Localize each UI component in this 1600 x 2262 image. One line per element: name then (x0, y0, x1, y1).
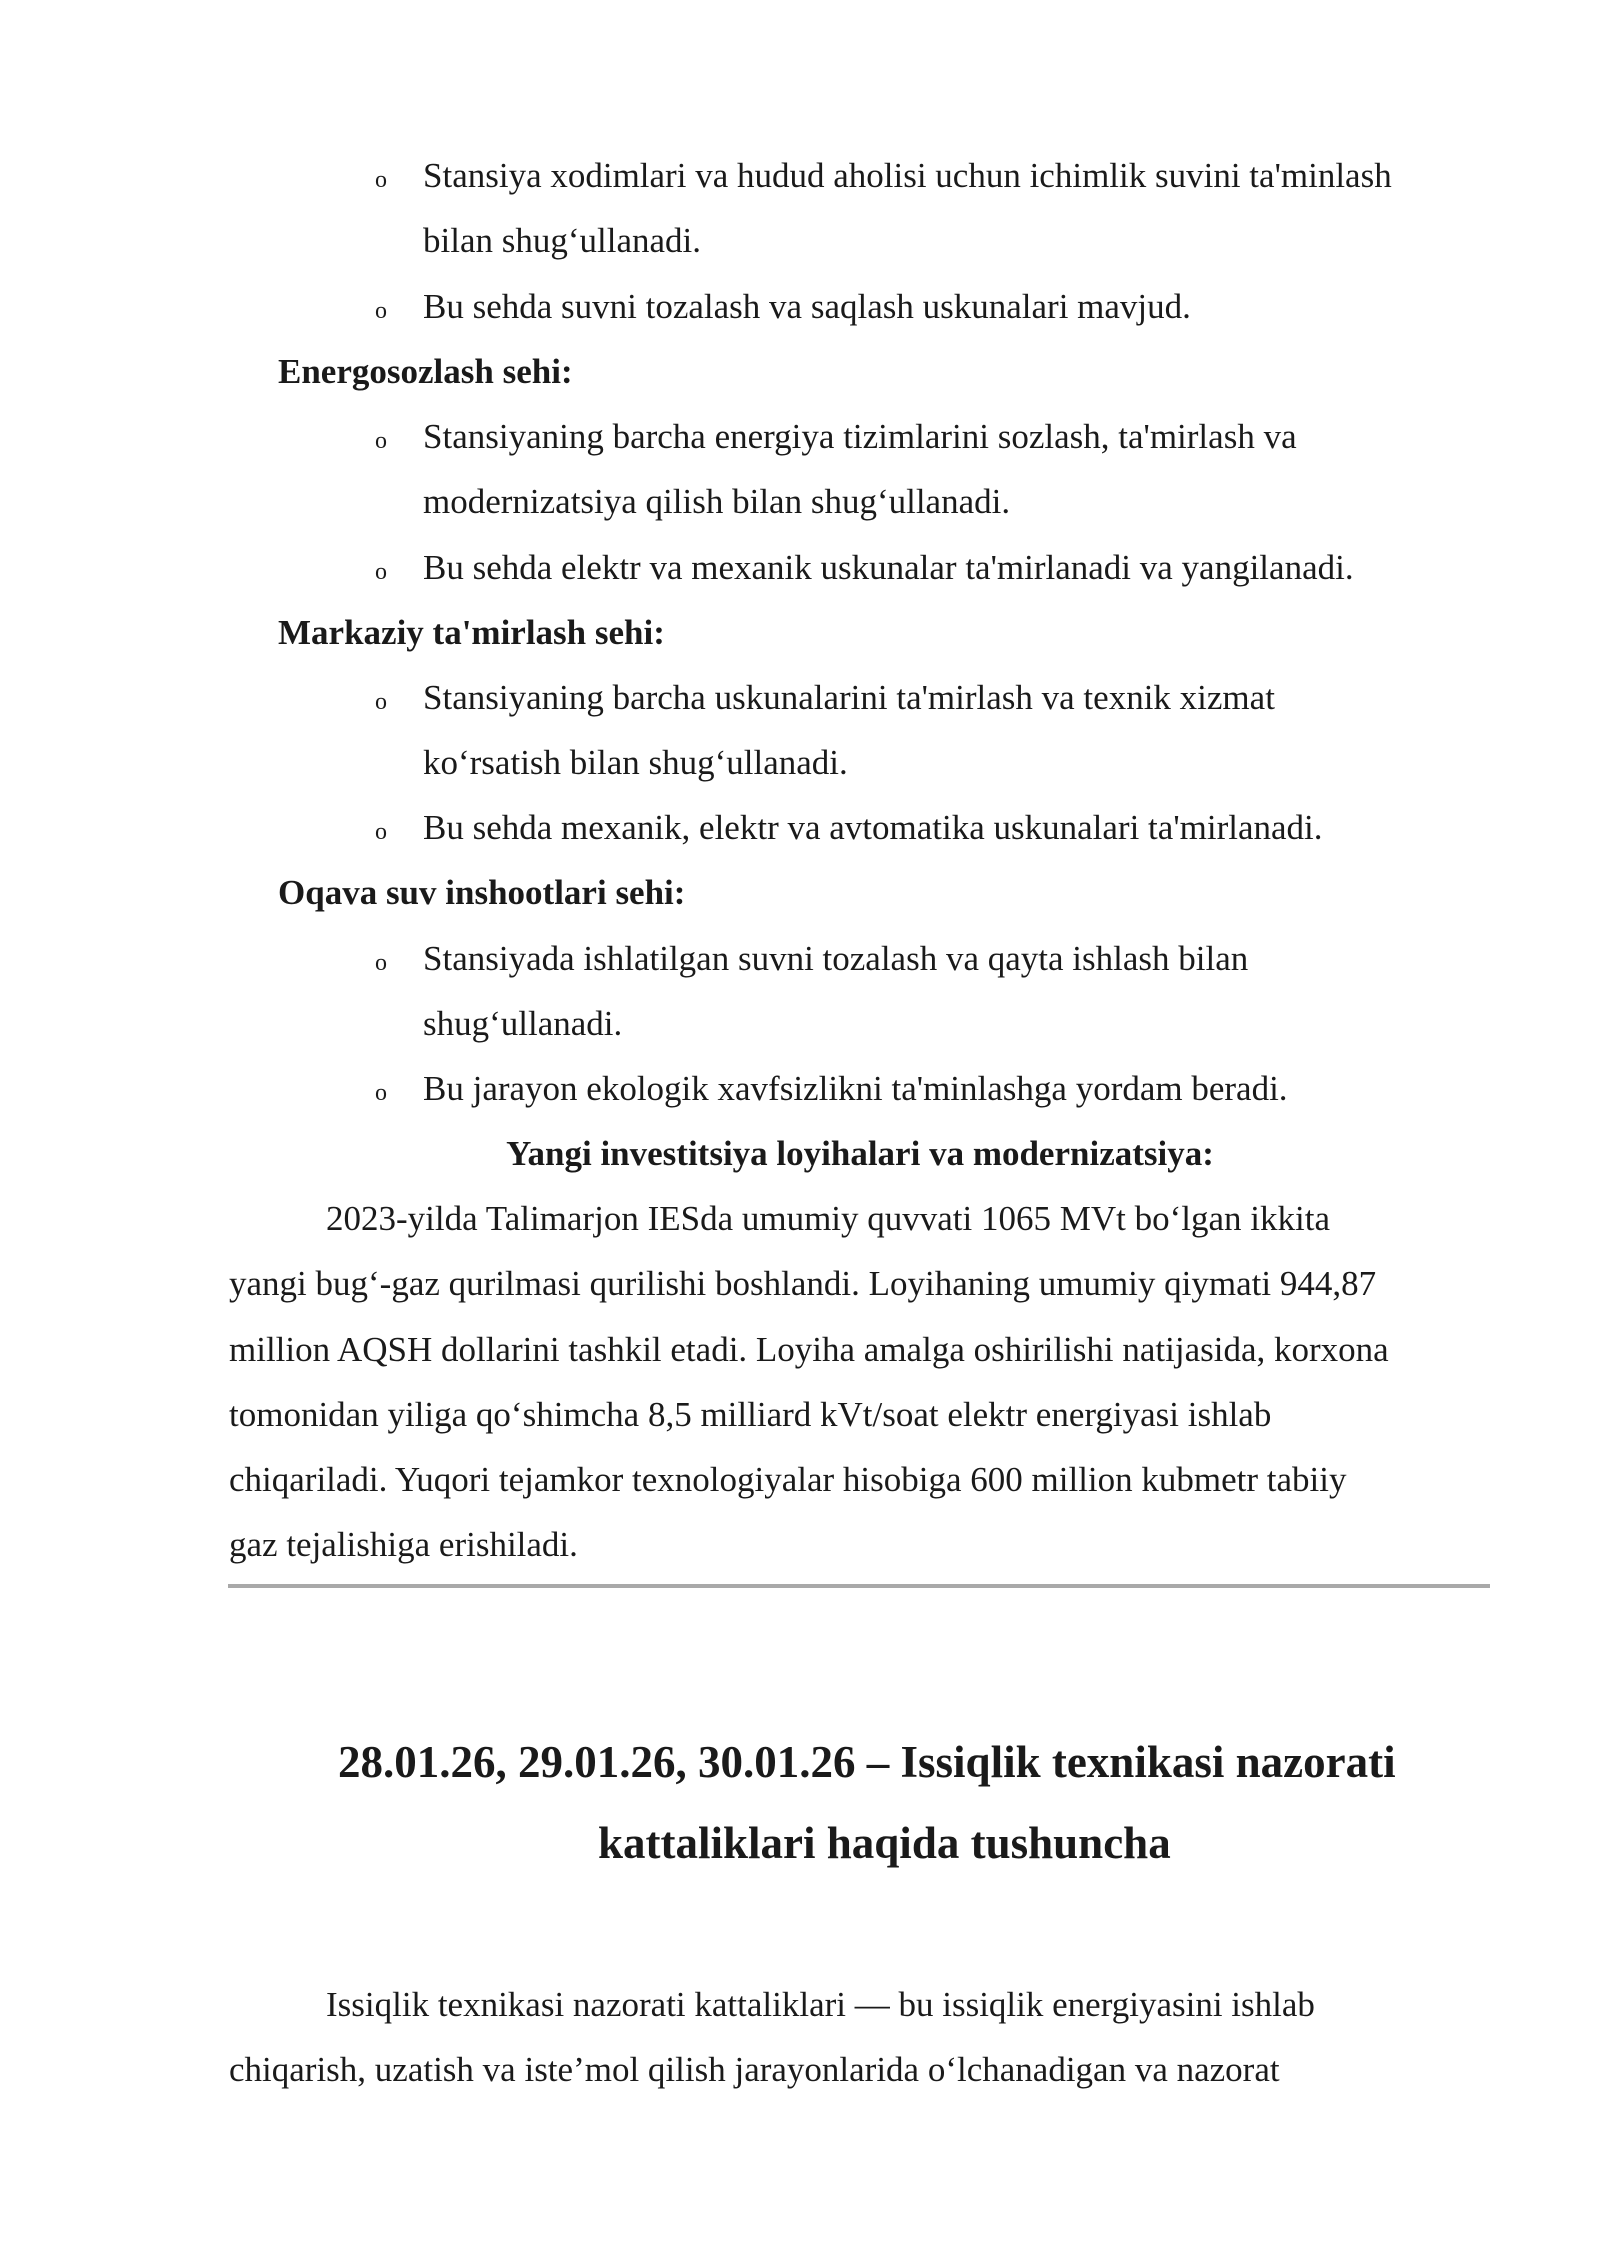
paragraph-line: gaz tejalishiga erishiladi. (229, 1525, 578, 1564)
list-item-line: shug‘ullanadi. (423, 1004, 623, 1043)
list-item-line: Stansiyaning barcha uskunalarini ta'mirlash va texnik xizmat (423, 678, 1275, 717)
list-item-line: bilan shug‘ullanadi. (423, 221, 702, 260)
section-heading: Energosozlash sehi: (278, 352, 573, 391)
paragraph-line: yangi bug‘-gaz qurilmasi qurilishi boshlandi. Loyihaning umumiy qiymati 944,87 (229, 1264, 1377, 1303)
list-bullet: o (375, 1080, 387, 1106)
list-item-line: Stansiyada ishlatilgan suvni tozalash va qayta ishlash bilan (423, 939, 1249, 978)
list-item-line: Bu sehda elektr va mexanik uskunalar ta'mirlanadi va yangilanadi. (423, 548, 1354, 587)
list-item-line: Stansiyaning barcha energiya tizimlarini sozlash, ta'mirlash va (423, 417, 1297, 456)
list-bullet: o (375, 559, 387, 585)
list-bullet: o (375, 689, 387, 715)
paragraph-line: Issiqlik texnikasi nazorati kattaliklari — bu issiqlik energiyasini ishlab (326, 1985, 1315, 2024)
list-bullet: o (375, 950, 387, 976)
horizontal-rule (228, 1584, 1490, 1588)
list-bullet: o (375, 298, 387, 324)
list-item-line: modernizatsiya qilish bilan shug‘ullanadi. (423, 482, 1011, 521)
lesson-title-line: 28.01.26, 29.01.26, 30.01.26 – Issiqlik texnikasi nazorati (338, 1737, 1396, 1787)
lesson-title-line: kattaliklari haqida tushuncha (598, 1818, 1171, 1868)
list-item-line: Stansiya xodimlari va hudud aholisi uchun ichimlik suvini ta'minlash (423, 156, 1392, 195)
list-item-line: Bu jarayon ekologik xavfsizlikni ta'minlashga yordam beradi. (423, 1069, 1288, 1108)
investment-heading: Yangi investitsiya loyihalari va modernizatsiya: (506, 1134, 1214, 1173)
paragraph-line: tomonidan yiliga qo‘shimcha 8,5 milliard kVt/soat elektr energiyasi ishlab (229, 1395, 1272, 1434)
section-heading: Oqava suv inshootlari sehi: (278, 873, 686, 912)
list-item-line: Bu sehda suvni tozalash va saqlash uskunalari mavjud. (423, 287, 1191, 326)
section-heading: Markaziy ta'mirlash sehi: (278, 613, 665, 652)
list-bullet: o (375, 167, 387, 193)
list-bullet: o (375, 428, 387, 454)
paragraph-line: chiqariladi. Yuqori tejamkor texnologiyalar hisobiga 600 million kubmetr tabiiy (229, 1460, 1347, 1499)
paragraph-line: million AQSH dollarini tashkil etadi. Loyiha amalga oshirilishi natijasida, korxona (229, 1330, 1389, 1369)
list-item-line: ko‘rsatish bilan shug‘ullanadi. (423, 743, 848, 782)
paragraph-line: chiqarish, uzatish va iste’mol qilish jarayonlarida o‘lchanadigan va nazorat (229, 2050, 1280, 2089)
paragraph-line: 2023-yilda Talimarjon IESda umumiy quvvati 1065 MVt bo‘lgan ikkita (326, 1199, 1330, 1238)
list-item-line: Bu sehda mexanik, elektr va avtomatika uskunalari ta'mirlanadi. (423, 808, 1323, 847)
list-bullet: o (375, 819, 387, 845)
